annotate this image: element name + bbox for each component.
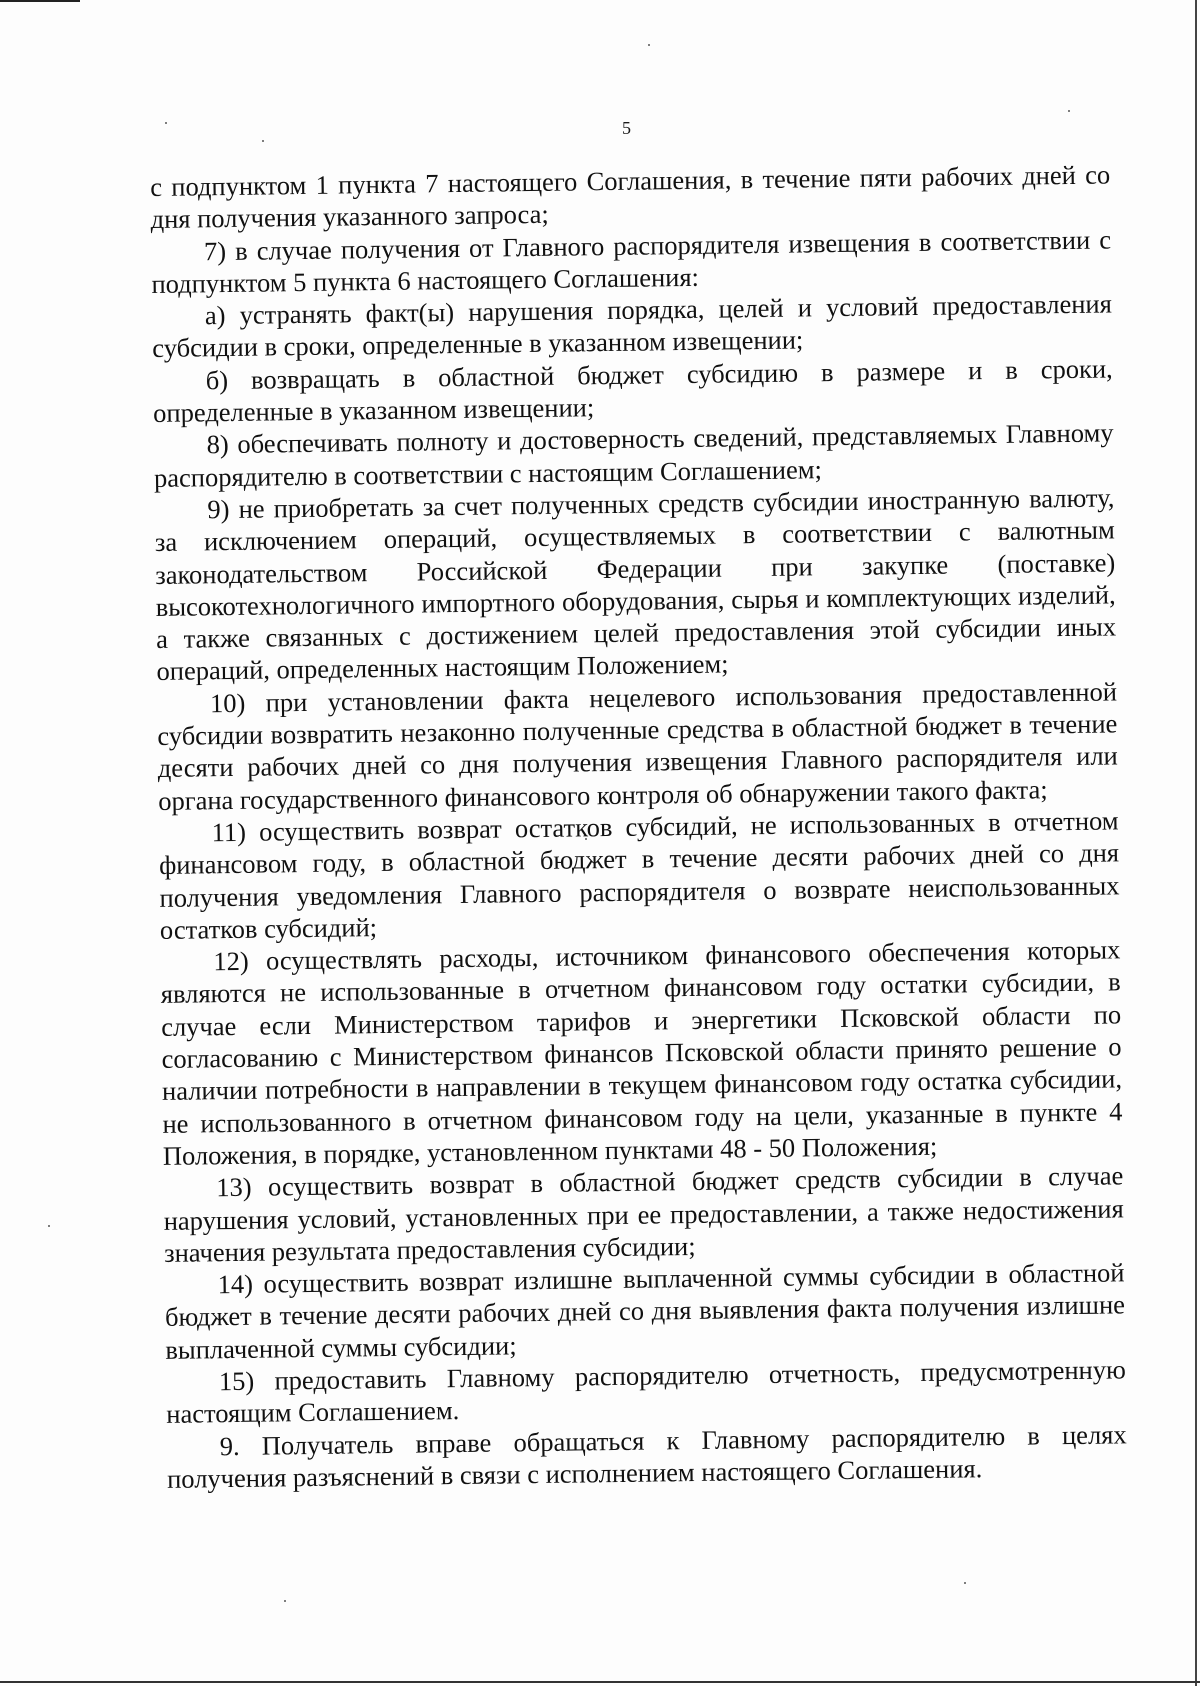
paragraph-continuation: с подпунктом 1 пункта 7 настоящего Соглашения, в течение пяти рабочих дней со дня получения указанного запроса; xyxy=(150,159,1111,235)
scan-speck xyxy=(1068,110,1070,112)
paragraph-section-9: 9. Получатель вправе обращаться к Главному распорядителю в целях получения разъяснений в связи с исполнением настоящего Соглашения. xyxy=(166,1418,1127,1494)
scan-speck xyxy=(648,44,650,46)
scan-speck xyxy=(165,122,167,124)
paragraph-item-13: 13) осуществить возврат в областной бюджет средств субсидии в случае нарушения условий, установленных при ее предоставлении, а также недостижения значения результата предоставления субсидии; xyxy=(163,1160,1124,1268)
scan-edge-top xyxy=(0,0,80,2)
paragraph-item-11: 11) осуществить возврат остатков субсидий, не использованных в отчетном финансовом году, в областной бюджет в течение десяти рабочих дней со дня получения уведомления Главного распорядителя о возврате неиспользованных остатков субсидий; xyxy=(158,805,1120,945)
scan-speck xyxy=(284,1600,286,1602)
paragraph-item-8: 8) обеспечивать полноту и достоверность сведений, представляемых Главному распорядителю в соответствии с настоящим Соглашением; xyxy=(153,417,1114,493)
scan-speck xyxy=(262,140,264,142)
paragraph-item-10: 10) при установлении факта нецелевого использования предоставленной субсидии возвратить незаконно полученные средства в областной бюджет в течение десяти рабочих дней со дня получения извещения Главного распорядителя или органа государственного финансового контроля об обнаружении такого факта; xyxy=(157,676,1118,816)
paragraph-item-7a: а) устранять факт(ы) нарушения порядка, целей и условий предоставления субсидии в сроки, определенные в указанном извещении; xyxy=(152,288,1113,364)
scan-edge-right xyxy=(1195,0,1197,1686)
document-body xyxy=(150,158,1127,1495)
paragraph-item-15: 15) предоставить Главному распорядителю отчетность, предусмотренную настоящим Соглашением. xyxy=(166,1354,1126,1430)
paragraph-item-12: 12) осуществлять расходы, источником финансового обеспечения которых являются не использованные в отчетном финансовом году остатки субсидии, в случае если Министерством тарифов и энергетики Псковской области по согласованию с Министерством финансов Псковской области принято решение о наличии потребности в направлении в текущем финансовом году остатка субсидии, не использованного в отчетном финансовом году на цели, указанные в пункте 4 Положения, в порядке, установленном пунктами 48 - 50 Положения; xyxy=(160,934,1123,1171)
paragraph-item-7: 7) в случае получения от Главного распорядителя извещения в соответствии с подпунктом 5 пункта 6 настоящего Соглашения: xyxy=(151,224,1112,299)
scan-edge-bottom xyxy=(0,1681,1200,1683)
scan-speck xyxy=(964,1582,966,1584)
scan-speck xyxy=(48,1225,50,1227)
paragraph-item-9: 9) не приобретать за счет полученных средств субсидии иностранную валюту, за исключением операций, осуществляемых в соответствии с валютным законодательством Российской Федерации при закупке (поставке) высокотехнологичного импортного оборудования, сырья и комплектующих изделий, а также связанных с достижением целей предоставления этой субсидии иных операций, определенных настоящим Положением; xyxy=(154,482,1117,687)
paragraph-item-14: 14) осуществить возврат излишне выплаченной суммы субсидии в областной бюджет в течение десяти рабочих дней со дня выявления факта получения излишне выплаченной суммы субсидии; xyxy=(164,1257,1126,1365)
page-number: 5 xyxy=(622,118,631,138)
paragraph-item-7b: б) возвращать в областной бюджет субсидию в размере и в сроки, определенные в указанном извещении; xyxy=(152,353,1113,429)
